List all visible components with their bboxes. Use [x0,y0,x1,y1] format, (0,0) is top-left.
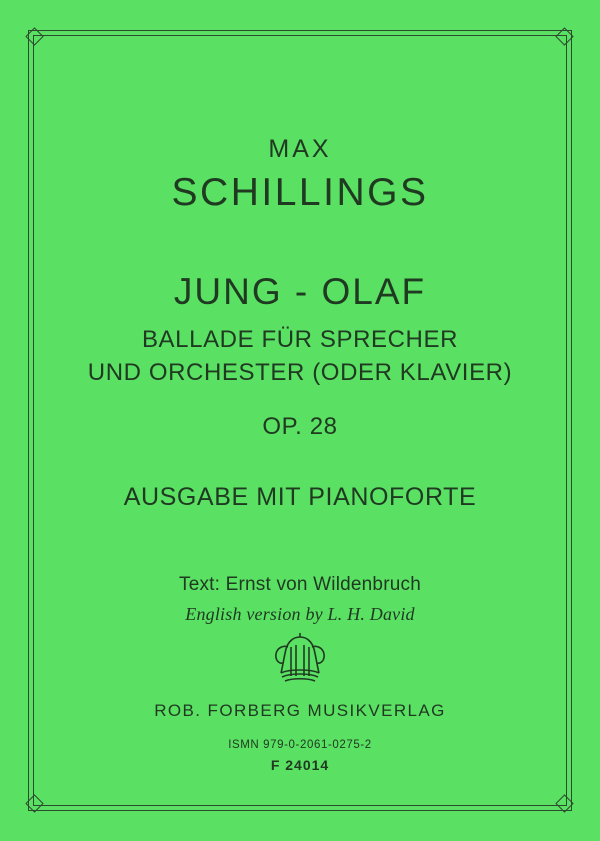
work-title: JUNG - OLAF [173,271,427,313]
composer-first-name: MAX [268,135,332,163]
publisher-name: ROB. FORBERG MUSIKVERLAG [154,701,446,720]
publisher-block [50,631,550,773]
edition-label: AUSGABE MIT PIANOFORTE [123,483,477,512]
work-subtitle-line-2: UND ORCHESTER (ODER KLAVIER) [87,359,513,387]
composer-last-name: SCHILLINGS [171,170,429,214]
corner-ornament-top-left [24,26,46,48]
cover-content [50,54,550,787]
plate-number: F 24014 [270,757,330,773]
ismn-number: ISMN 979-0-2061-0275-2 [228,739,372,751]
work-subtitle-line-1: BALLADE FÜR SPRECHER [141,326,459,354]
corner-ornament-bottom-left [24,793,46,815]
corner-ornament-top-right [554,26,576,48]
translation-credit: English version by L. H. David [185,604,415,625]
corner-ornament-bottom-right [554,793,576,815]
lyre-icon [269,631,331,689]
text-author-credit: Text: Ernst von Wildenbruch [179,574,421,596]
opus-number: OP. 28 [262,413,338,441]
